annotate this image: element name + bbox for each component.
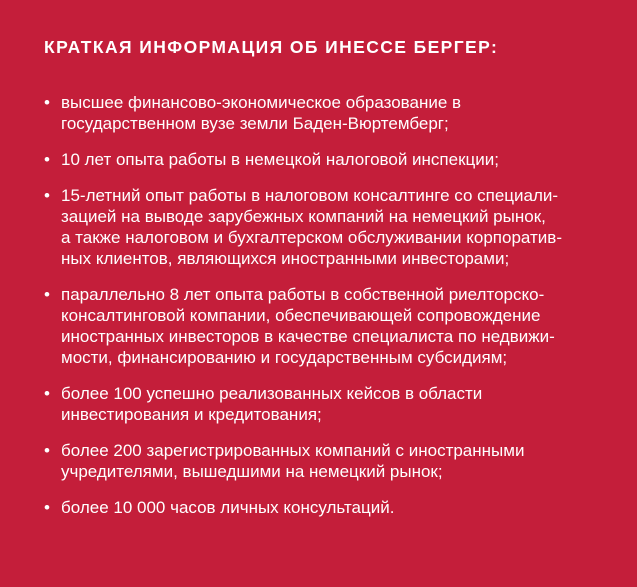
list-item-text: 15-летний опыт работы в налоговом консалтинге со специали-: [61, 186, 559, 205]
info-list: [44, 92, 593, 518]
list-item-text: мости, финансированию и государственным субсидиям;: [61, 348, 508, 367]
list-item-text: более 10 000 часов личных консультаций.: [61, 498, 395, 517]
bullet-icon: •: [44, 150, 50, 169]
list-item: [44, 497, 593, 518]
list-item: [44, 284, 593, 368]
bullet-icon: •: [44, 384, 50, 403]
bullet-icon: •: [44, 186, 50, 205]
list-item-text: учредителями, вышедшими на немецкий рынок;: [61, 462, 443, 481]
list-item: [44, 383, 593, 425]
panel-title: КРАТКАЯ ИНФОРМАЦИЯ ОБ ИНЕССЕ БЕРГЕР:: [44, 37, 499, 57]
list-item-text: консалтинговой компании, обеспечивающей сопровождение: [61, 306, 541, 325]
list-item-text: высшее финансово-экономическое образование в: [61, 93, 462, 112]
list-item: [44, 92, 593, 134]
list-item-text: 10 лет опыта работы в немецкой налоговой инспекции;: [61, 150, 499, 169]
list-item-text: иностранных инвесторов в качестве специалиста по недвижи-: [61, 327, 555, 346]
list-item-text: государственном вузе земли Баден-Вюртемберг;: [61, 114, 449, 133]
list-item-text: инвестирования и кредитования;: [61, 405, 322, 424]
list-item: [44, 185, 593, 269]
list-item-text: параллельно 8 лет опыта работы в собственной риелторско-: [61, 285, 545, 304]
list-item-text: ных клиентов, являющихся иностранными инвесторами;: [61, 249, 510, 268]
bullet-icon: •: [44, 498, 50, 517]
bullet-icon: •: [44, 285, 50, 304]
list-item: [44, 149, 593, 170]
list-item-text: а также налоговом и бухгалтерском обслуживании корпоратив-: [61, 228, 562, 247]
list-item-text: более 100 успешно реализованных кейсов в области: [61, 384, 483, 403]
bullet-icon: •: [44, 441, 50, 460]
bullet-icon: •: [44, 93, 50, 112]
list-item-text: более 200 зарегистрированных компаний с иностранными: [61, 441, 525, 460]
list-item: [44, 440, 593, 482]
list-item-text: зацией на выводе зарубежных компаний на немецкий рынок,: [61, 207, 546, 226]
